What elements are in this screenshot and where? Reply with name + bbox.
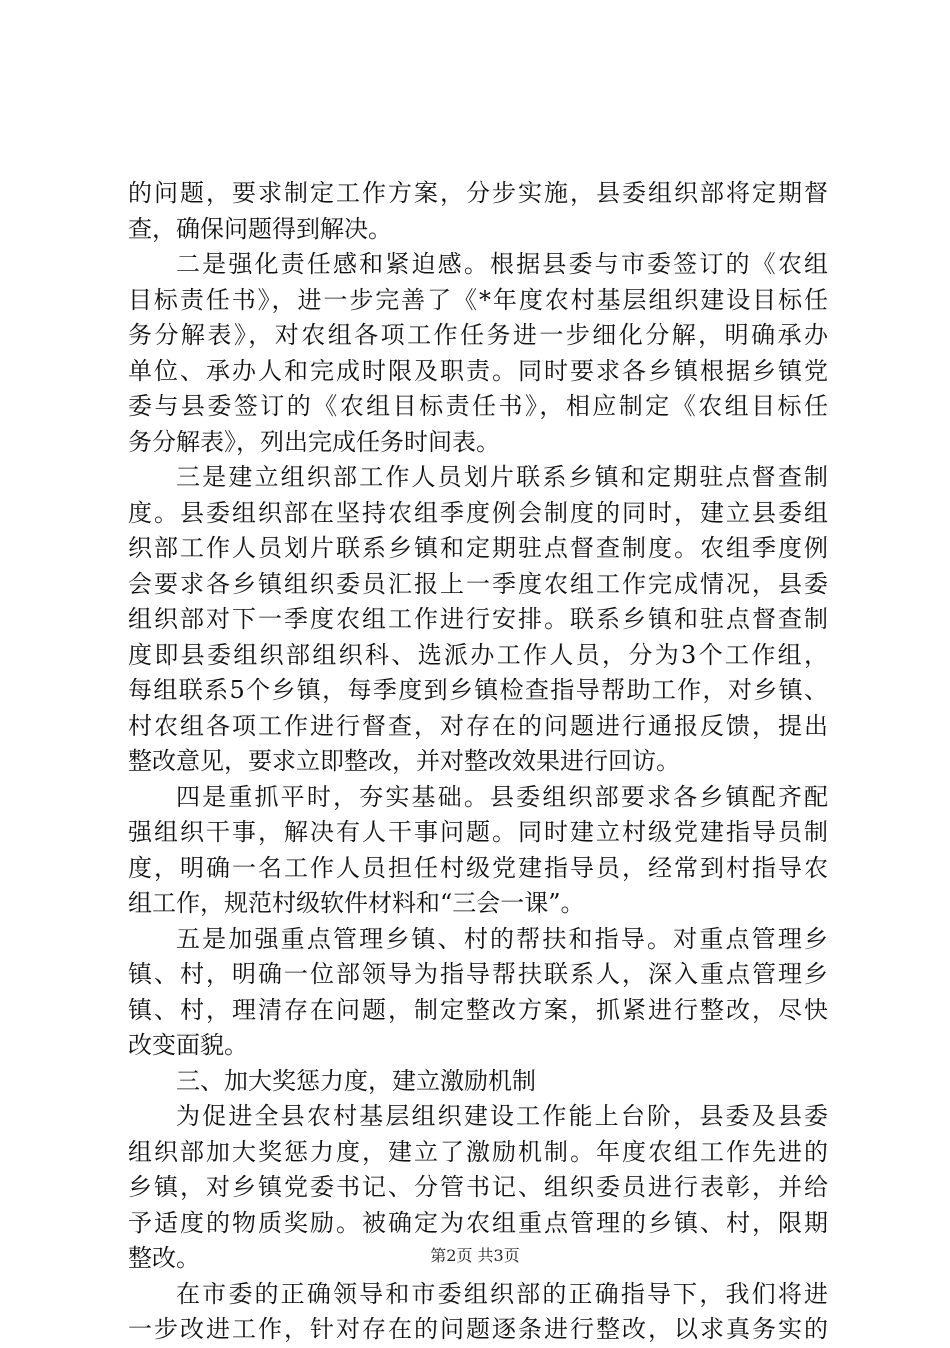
text-line: 镇、村，明确一位部领导为指导帮扶联系人，深入重点管理乡 [128, 960, 828, 988]
text-line: 的问题，要求制定工作方案，分步实施，县委组织部将定期督 [128, 179, 828, 207]
text-line: 度，明确一名工作人员担任村级党建指导员，经常到村指导农 [128, 853, 828, 882]
text-line: 乡镇，对乡镇党委书记、分管书记、组织委员进行表彰，并给 [128, 1173, 828, 1201]
text-line: 会要求各乡镇组织委员汇报上一季度农组工作完成情况，县委 [128, 569, 828, 598]
text-line: 强组织干事，解决有人干事问题。同时建立村级党建指导员制 [128, 818, 828, 846]
text-line: 村农组各项工作进行督查，对存在的问题进行通报反馈，提出 [128, 711, 828, 740]
document-body [128, 176, 828, 1348]
text-line: 三是建立组织部工作人员划片联系乡镇和定期驻点督查制 [176, 463, 828, 491]
text-line: 整改。 [128, 1244, 200, 1272]
text-line: 单位、承办人和完成时限及职责。同时要求各乡镇根据乡镇党 [128, 356, 828, 385]
page-footer: 第2页 共3页 [430, 1246, 520, 1265]
text-line: 度。县委组织部在坚持农组季度例会制度的同时，建立县委组 [128, 498, 828, 527]
text-line: 委与县委签订的《农组目标责任书》，相应制定《农组目标任 [128, 392, 828, 420]
text-line: 组织部加大奖惩力度，建立了激励机制。年度农组工作先进的 [128, 1137, 828, 1166]
text-line: 五是加强重点管理乡镇、村的帮扶和指导。对重点管理乡 [176, 924, 828, 953]
text-line: 务分解表》，对农组各项工作任务进一步细化分解，明确承办 [128, 321, 828, 349]
text-line: 三、加大奖惩力度，建立激励机制 [176, 1066, 536, 1095]
text-line: 予适度的物质奖励。被确定为农组重点管理的乡镇、村，限期 [128, 1208, 828, 1237]
text-line: 二是强化责任感和紧迫感。根据县委与市委签订的《农组 [176, 250, 828, 278]
text-line: 四是重抓平时，夯实基础。县委组织部要求各乡镇配齐配 [176, 782, 828, 811]
text-line: 镇、村，理清存在问题，制定整改方案，抓紧进行整改，尽快 [128, 995, 828, 1024]
text-line: 在市委的正确领导和市委组织部的正确指导下，我们将进 [176, 1279, 828, 1308]
text-line: 度即县委组织部组织科、选派办工作人员，分为3个工作组， [128, 640, 828, 669]
text-line: 目标责任书》，进一步完善了《*年度农村基层组织建设目标任 [128, 285, 828, 314]
text-line: 组工作，规范村级软件材料和“三会一课”。 [128, 889, 585, 917]
text-line: 每组联系5个乡镇，每季度到乡镇检查指导帮助工作，对乡镇、 [128, 676, 828, 704]
text-line: 一步改进工作，针对存在的问题逐条进行整改，以求真务实的 [128, 1315, 828, 1343]
text-line: 为促进全县农村基层组织建设工作能上台阶，县委及县委 [176, 1102, 828, 1130]
text-line: 务分解表》，列出完成任务时间表。 [128, 427, 500, 456]
text-line: 整改意见，要求立即整改，并对整改效果进行回访。 [128, 747, 680, 775]
text-line: 组织部对下一季度农组工作进行安排。联系乡镇和驻点督查制 [128, 605, 828, 633]
text-line: 改变面貌。 [128, 1031, 248, 1059]
text-line: 查，确保问题得到解决。 [128, 214, 392, 243]
text-line: 织部工作人员划片联系乡镇和定期驻点督查制度。农组季度例 [128, 534, 828, 562]
